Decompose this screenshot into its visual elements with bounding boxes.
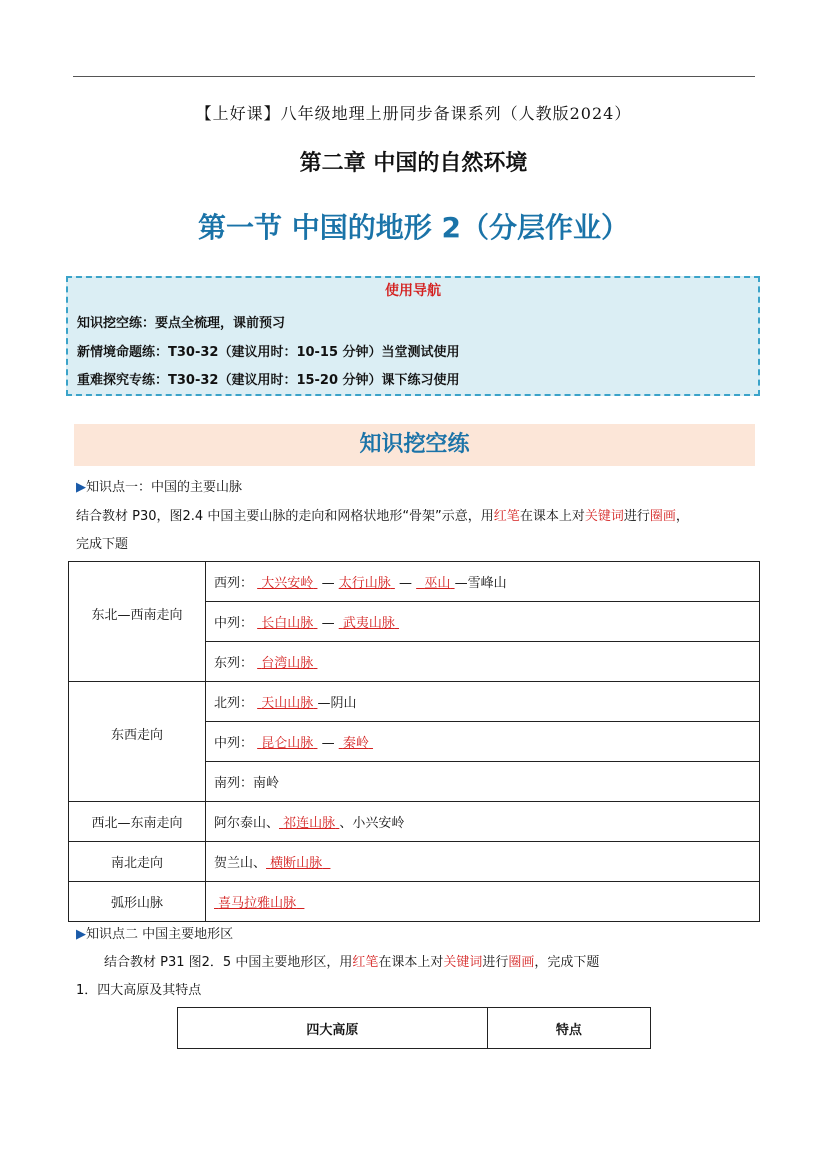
series-title: 【上好课】八年级地理上册同步备课系列（人教版2024） bbox=[195, 104, 632, 123]
kp1-title: 知识点一：中国的主要山脉 bbox=[86, 480, 243, 495]
table-row bbox=[69, 682, 760, 722]
ew-south-row: 南列：南岭 bbox=[206, 762, 760, 802]
category-ne-sw: 东北—西南走向 bbox=[69, 562, 206, 682]
plateau-table bbox=[177, 1007, 651, 1049]
kp1-instructions: 结合教材 P30，图2.4 中国主要山脉的走向和网格状地形“骨架”示意，用红笔在课本上对关键词进行圈画， bbox=[76, 509, 689, 524]
knowledge-point-1-heading bbox=[76, 476, 242, 495]
nw-se-row: 阿尔泰山、 祁连山脉 、小兴安岭 bbox=[206, 802, 760, 842]
answer-blank: 祁连山脉 bbox=[283, 816, 336, 831]
answer-blank: 太行山脉 bbox=[338, 576, 391, 591]
answer-blank: 天山山脉 bbox=[261, 696, 314, 711]
category-ew: 东西走向 bbox=[69, 682, 206, 802]
answer-blank: 喜马拉雅山脉 bbox=[218, 896, 297, 911]
table-row bbox=[69, 562, 760, 602]
category-nw-se: 西北—东南走向 bbox=[69, 802, 206, 842]
knowledge-point-2-heading bbox=[76, 923, 233, 942]
header-plateaus: 四大高原 bbox=[178, 1008, 488, 1049]
kp2-title: 知识点二 中国主要地形区 bbox=[86, 927, 234, 942]
table-row bbox=[69, 842, 760, 882]
ne-sw-east-row: 东列： 台湾山脉 bbox=[206, 642, 760, 682]
answer-blank: 秦岭 bbox=[342, 736, 369, 751]
arc-row bbox=[206, 882, 760, 922]
kp2-subheading: 1．四大高原及其特点 bbox=[76, 983, 202, 998]
answer-blank: 大兴安岭 bbox=[261, 576, 314, 591]
mountain-table bbox=[68, 561, 760, 922]
section-banner bbox=[74, 424, 755, 466]
section-title: 第一节 中国的地形 2（分层作业） bbox=[198, 211, 629, 244]
ew-middle-row: 中列： 昆仑山脉 — 秦岭 bbox=[206, 722, 760, 762]
answer-blank: 巫山 bbox=[424, 576, 451, 591]
kp1-instructions-line2: 完成下题 bbox=[76, 537, 129, 552]
guide-line-2: 新情境命题练：T30-32（建议用时：10-15 分钟）当堂测试使用 bbox=[77, 345, 460, 360]
category-arc: 弧形山脉 bbox=[69, 882, 206, 922]
ne-sw-west-row: 西列： 大兴安岭 — 太行山脉 — 巫山 —雪峰山 bbox=[206, 562, 760, 602]
header-features: 特点 bbox=[487, 1008, 650, 1049]
guide-line-3: 重难探究专练：T30-32（建议用时：15-20 分钟）课下练习使用 bbox=[77, 373, 460, 388]
answer-blank: 长白山脉 bbox=[261, 616, 314, 631]
table-row bbox=[69, 882, 760, 922]
triangle-marker-icon: ▶ bbox=[76, 480, 86, 495]
triangle-marker-icon: ▶ bbox=[76, 927, 86, 942]
usage-guide-box bbox=[66, 276, 760, 396]
answer-blank: 台湾山脉 bbox=[261, 656, 314, 671]
header-rule bbox=[73, 76, 755, 77]
guide-title: 使用导航 bbox=[385, 283, 441, 299]
answer-blank: 武夷山脉 bbox=[342, 616, 395, 631]
ne-sw-middle-row: 中列： 长白山脉 — 武夷山脉 bbox=[206, 602, 760, 642]
ns-row: 贺兰山、 横断山脉 bbox=[206, 842, 760, 882]
banner-title: 知识挖空练 bbox=[359, 432, 470, 457]
answer-blank: 横断山脉 bbox=[270, 856, 323, 871]
category-ns: 南北走向 bbox=[69, 842, 206, 882]
table-header-row bbox=[178, 1008, 651, 1049]
ew-north-row: 北列： 天山山脉 —阴山 bbox=[206, 682, 760, 722]
chapter-title: 第二章 中国的自然环境 bbox=[299, 151, 528, 176]
kp2-instructions: 结合教材 P31 图2．5 中国主要地形区，用红笔在课本上对关键词进行圈画，完成下题 bbox=[104, 955, 600, 970]
answer-blank: 昆仑山脉 bbox=[261, 736, 314, 751]
guide-line-1: 知识挖空练：要点全梳理，课前预习 bbox=[77, 316, 286, 331]
table-row bbox=[69, 802, 760, 842]
